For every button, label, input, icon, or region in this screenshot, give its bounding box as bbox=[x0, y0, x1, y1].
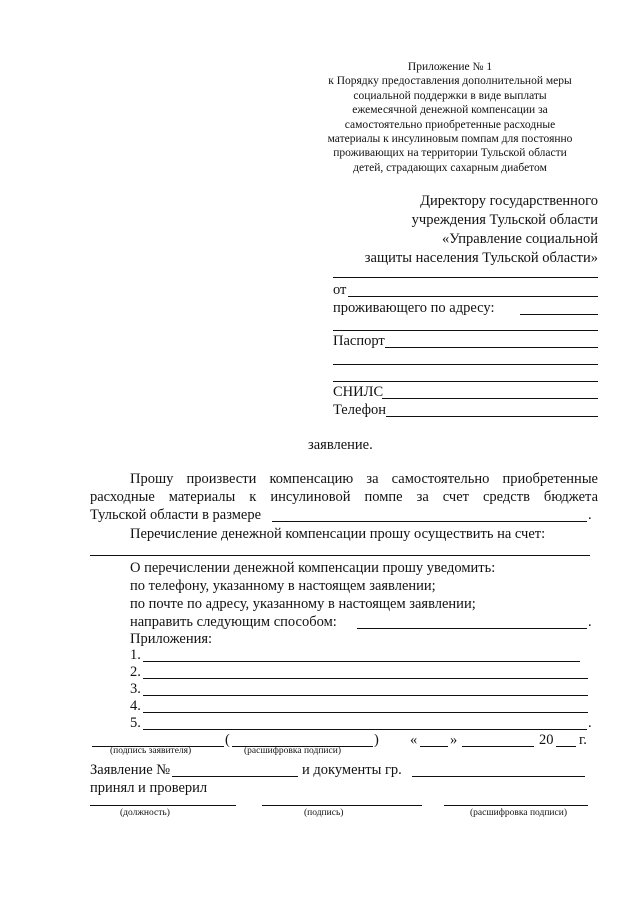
annex-title: Приложение № 1 bbox=[407, 61, 493, 73]
request-line-1: Прошу произвести компенсацию за самостоятельно приобретенные bbox=[130, 471, 598, 487]
account-label: Перечисление денежной компенсации прошу осуществить на счет: bbox=[130, 526, 546, 542]
notify-other: направить следующим способом: bbox=[130, 614, 337, 630]
notify-phone: по телефону, указанному в настоящем заявлении; bbox=[130, 578, 436, 594]
registration-docs-label: и документы гр. bbox=[302, 762, 402, 778]
attachment-field-1[interactable] bbox=[143, 661, 580, 662]
addressee-line: защиты населения Тульской области» bbox=[364, 250, 598, 266]
caption-applicant-decoding: (расшифровка подписи) bbox=[244, 746, 341, 756]
phone-field[interactable] bbox=[386, 416, 598, 417]
annex-line: ежемесячной денежной компенсации за bbox=[352, 104, 548, 117]
attachment-number: 1. bbox=[130, 647, 141, 663]
addressee-line: учреждения Тульской области bbox=[411, 212, 598, 228]
decoding-close-paren: ) bbox=[374, 732, 379, 748]
position-field[interactable] bbox=[90, 805, 236, 806]
registration-citizen-field[interactable] bbox=[412, 776, 585, 777]
attachment-number: 5. bbox=[130, 715, 141, 731]
amount-end: . bbox=[588, 507, 592, 523]
passport-field-3[interactable] bbox=[333, 381, 598, 382]
date-year-prefix: 20 bbox=[539, 732, 554, 748]
notify-other-field[interactable] bbox=[357, 628, 587, 629]
annex-line: к Порядку предоставления дополнительной меры bbox=[328, 75, 572, 88]
request-line-2: расходные материалы к инсулиновой помпе за счет средств бюджета bbox=[90, 489, 598, 505]
caption-position: (должность) bbox=[120, 808, 170, 818]
address-field-2[interactable] bbox=[333, 330, 598, 331]
snils-field[interactable] bbox=[382, 398, 598, 399]
addressee-line: «Управление социальной bbox=[442, 231, 598, 247]
attachment-field-4[interactable] bbox=[143, 712, 588, 713]
attachment-number: 2. bbox=[130, 664, 141, 680]
date-open-quote: « bbox=[410, 732, 418, 748]
accepted-label: принял и проверил bbox=[90, 780, 208, 796]
annex-line: детей, страдающих сахарным диабетом bbox=[353, 161, 547, 174]
attachment-field-2[interactable] bbox=[143, 678, 588, 679]
official-decoding-field[interactable] bbox=[444, 805, 588, 806]
account-field[interactable] bbox=[90, 555, 590, 556]
annex-line: материалы к инсулиновым помпам для постоянно bbox=[327, 133, 573, 146]
annex-line: проживающих на территории Тульской области bbox=[333, 147, 567, 160]
registration-number-field[interactable] bbox=[172, 776, 298, 777]
address-field[interactable] bbox=[520, 314, 598, 315]
notify-title: О перечислении денежной компенсации прошу уведомить: bbox=[130, 560, 496, 576]
notify-other-end: . bbox=[588, 614, 592, 630]
addressee-block bbox=[320, 192, 598, 268]
snils-label: СНИЛС bbox=[333, 384, 384, 400]
amount-field[interactable] bbox=[272, 521, 587, 522]
document-title: заявление. bbox=[308, 437, 373, 453]
attachment-field-3[interactable] bbox=[143, 695, 588, 696]
attachment-end: . bbox=[588, 715, 592, 731]
date-day-field[interactable] bbox=[420, 746, 448, 747]
annex-header bbox=[300, 60, 600, 175]
passport-label: Паспорт bbox=[333, 333, 385, 349]
caption-official-decoding: (расшифровка подписи) bbox=[470, 808, 567, 818]
decoding-open-paren: ( bbox=[225, 732, 230, 748]
caption-official-signature: (подпись) bbox=[304, 808, 344, 818]
date-year-suffix: г. bbox=[579, 732, 587, 748]
notify-mail: по почте по адресу, указанному в настоящем заявлении; bbox=[130, 596, 476, 612]
applicant-name-line[interactable] bbox=[333, 277, 598, 278]
passport-field[interactable] bbox=[385, 347, 598, 348]
attachments-label: Приложения: bbox=[130, 631, 213, 647]
from-label: от bbox=[333, 282, 347, 298]
date-close-quote: » bbox=[450, 732, 458, 748]
attachment-field-5[interactable] bbox=[143, 729, 587, 730]
passport-field-2[interactable] bbox=[333, 364, 598, 365]
attachment-number: 4. bbox=[130, 698, 141, 714]
request-line-3: Тульской области в размере bbox=[90, 507, 262, 523]
from-field[interactable] bbox=[348, 296, 598, 297]
registration-label: Заявление № bbox=[90, 762, 171, 778]
caption-applicant-signature: (подпись заявителя) bbox=[110, 746, 192, 756]
official-signature-field[interactable] bbox=[262, 805, 422, 806]
attachment-number: 3. bbox=[130, 681, 141, 697]
date-year-field[interactable] bbox=[556, 746, 576, 747]
phone-label: Телефон bbox=[333, 402, 386, 418]
address-label: проживающего по адресу: bbox=[333, 300, 495, 316]
addressee-line: Директору государственного bbox=[420, 193, 598, 209]
annex-line: самостоятельно приобретенные расходные bbox=[344, 118, 556, 131]
annex-line: социальной поддержки в виде выплаты bbox=[353, 89, 547, 102]
date-month-field[interactable] bbox=[462, 746, 534, 747]
